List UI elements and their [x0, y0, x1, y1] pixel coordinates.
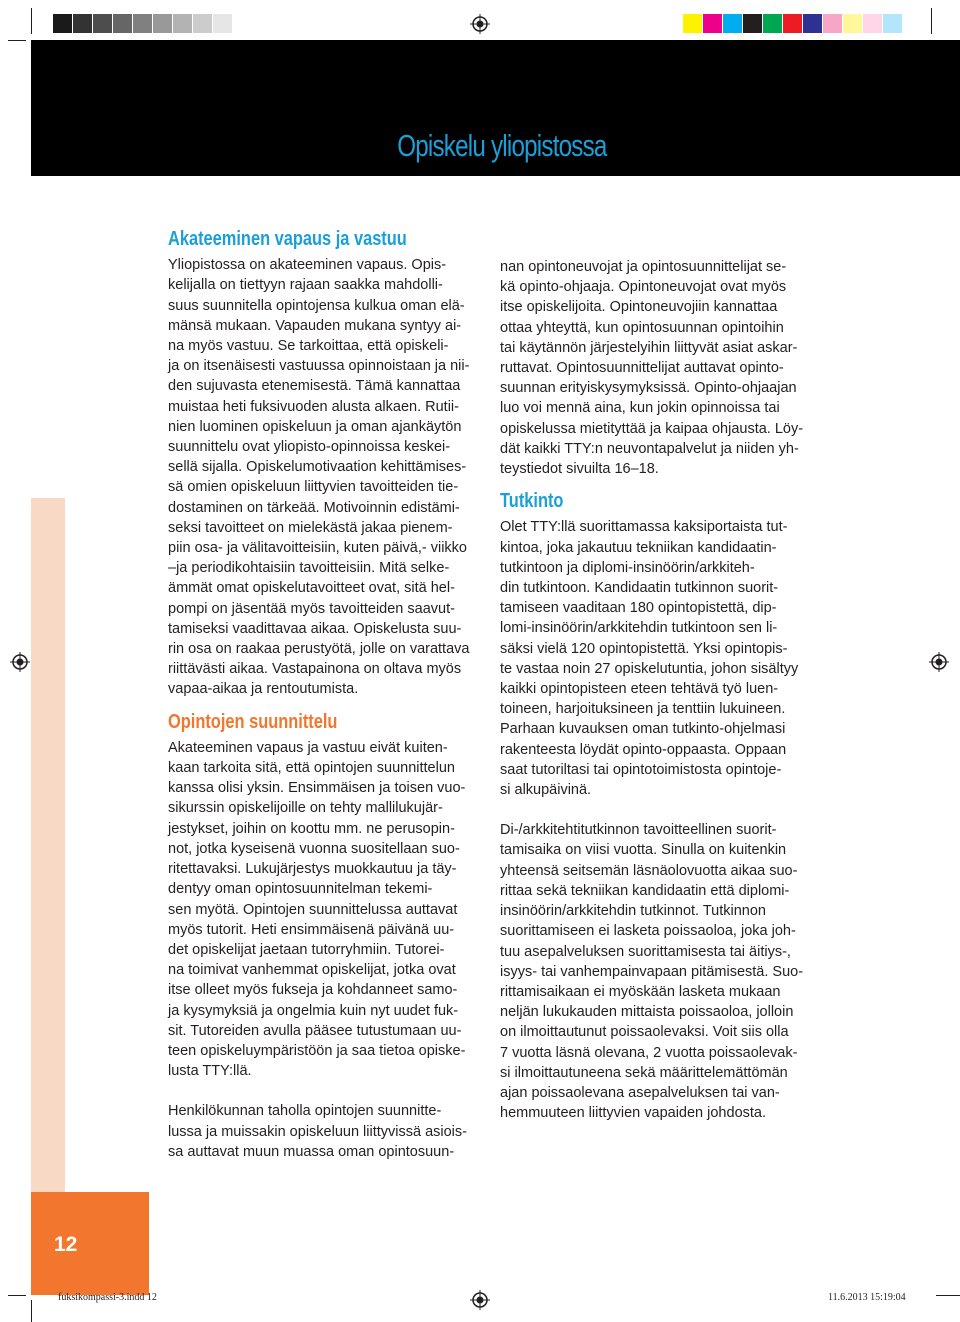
color-swatch	[703, 14, 722, 33]
side-color-bar	[31, 498, 65, 1295]
footer-file-info: fuksikompassi-3.indd 12	[58, 1292, 157, 1303]
crop-mark	[936, 1295, 960, 1296]
color-swatch	[843, 14, 862, 33]
gray-swatch	[93, 14, 112, 33]
color-swatch	[863, 14, 882, 33]
color-swatch	[743, 14, 762, 33]
crop-mark	[931, 8, 932, 34]
gray-swatch	[173, 14, 192, 33]
registration-mark-icon	[929, 652, 949, 672]
gray-swatch	[53, 14, 72, 33]
gray-swatch	[193, 14, 212, 33]
left-column	[168, 229, 493, 1162]
paragraph-duration: Di-/arkkitehtitutkinnon tavoitteellinen suorit- tamisaika on viisi vuotta. Sinulla on kuitenkin yhteensä seitsemän läsnäolovuotta aikaa suo- rittaa sekä tekniikan kandidaatin että diplomi- insinöörin/arkkitehdin tutkinnot. Tutkinnon suorittamiseen ei lasketa poissaoloa, joka joh- tuu asepalveluksen suorittamisesta tai äitiys-, isyys- tai vanhempainvapaan pitämisestä. Suo- rittamisaikaan ei myöskään lasketa mukaan neljän lukukauden mittaista poissaoloa, jolloin on ilmoittautunut poissaolevaksi. Voit siis olla 7 vuotta läsnä olevana, 2 vuotta poissaolevak- si ilmoittautuneena sekä määrittelemättömän ajan poissaolevana asepalveluksen tai van- hemmuuteen liittyvien vapaiden johdosta.	[500, 822, 804, 1122]
paragraph-freedom: Yliopistossa on akateeminen vapaus. Opis- kelijalla on tiettyyn rajaan saakka mahdolli- suus suunnitella opintojensa kulkua oman elä- mänsä mukaan. Vapauden mukana syntyy ai- na myös vastuu. Se tarkoittaa, että opiskeli- ja on itsenäisesti vastuussa opinnoistaan ja nii- den sujuvasta etenemisestä. Tämä kannattaa muistaa heti fuksivuoden alusta alkaen. Rutii- nien luominen opiskeluun ja oman ajankäytön suunnittelu ovat yliopisto-opinnoissa keskei- sellä sijalla. Opiskelumotivaation kehittämises- sä omien opiskeluun liittyvien tavoitteiden tie- dostaminen on tärkeää. Motivoinnin edistämi- seksi tavoitteet on mielekästä jakaa pienem- piin osa- ja välitavoitteisiin, kuten päivä,- viikko –ja periodikohtaisiin tavoitteisiin. Mitä selke- ämmät omat opiskelutavoitteet ovat, sitä hel- pompi on jäsentää myös tavoitteiden saavut- tamiseksi vaadittavaa aikaa. Opiskelusta suu- rin osa on raakaa perustyötä, jolle on varattava riittävästi aikaa. Vastapainona on oltava myös vapaa-aikaa ja rentoutumista.	[168, 257, 470, 698]
right-column	[500, 257, 820, 1123]
crop-mark	[31, 1300, 32, 1322]
paragraph-staff: Henkilökunnan taholla opintojen suunnitte- lussa ja muissakin opiskeluun liittyvissä asiois- sa auttavat muun muassa oman opintosuun-	[168, 1103, 467, 1160]
color-swatch	[803, 14, 822, 33]
registration-mark-icon	[470, 1290, 490, 1310]
color-swatch	[723, 14, 742, 33]
registration-mark-icon	[470, 14, 490, 34]
paragraph-degree: Olet TTY:llä suorittamassa kaksiportaista tut- kintoa, joka jakautuu tekniikan kandidaatin- tutkintoon ja diplomi-insinöörin/arkkiteh- din tutkintoon. Kandidaatin tutkinnon suorit- tamiseen vaaditaan 180 opintopistettä, dip- lomi-insinöörin/arkkitehdin tutkintoon sen li- säksi vielä 120 opintopistettä. Yksi opintopis- te vastaa noin 27 opiskelutuntia, johon sisältyy kaikki opintopisteen eteen tehtävä työ luen- toineen, harjoituksineen ja tenttiin lukuineen. Parhaan kuvauksen oman tutkinto-ohjelmasi rakenteesta löydät opinto-oppaasta. Oppaan saat tutoriltasi tai opintotoimistosta opintoje- si alkupäivinä.	[500, 519, 799, 799]
crop-mark	[8, 40, 26, 41]
paragraph-advisors: nan opintoneuvojat ja opintosuunnittelijat se- kä opinto-ohjaaja. Opintoneuvojat ovat myös itse opiskelijoita. Opintoneuvojiin kannattaa ottaa yhteyttä, kun opintosuunnan opintoihin tai käytännön järjestelyihin liittyvät asiat askar- ruttavat. Opintosuunnittelijat auttavat opinto- suunnan erityiskysymyksissä. Opinto-ohjaajan luo voi mennä aina, kun jokin opinnoissa tai opiskelussa mietityttää ja kaipaa ohjausta. Löy- dät kaikki TTY:n neuvontapalvelut ja niiden yh- teystiedot sivuilta 16–18.	[500, 259, 804, 478]
section-heading-freedom: Akateeminen vapaus ja vastuu	[168, 228, 407, 250]
section-heading-planning: Opintojen suunnittelu	[168, 710, 338, 733]
gray-swatch	[73, 14, 92, 33]
crop-mark	[8, 1295, 26, 1296]
section-heading-degree: Tutkinto	[500, 490, 564, 513]
gray-swatch	[133, 14, 152, 33]
color-swatch	[783, 14, 802, 33]
gray-swatch	[153, 14, 172, 33]
page-number-box	[31, 1192, 149, 1295]
paragraph-planning: Akateeminen vapaus ja vastuu eivät kuiten- kaan tarkoita sitä, että opintojen suunnittelun kanssa olisi yksin. Ensimmäisen ja toisen vuo- sikurssin opiskelijoille on tehty mallilukujär- jestykset, joihin on koottu mm. ne perusopin- not, jotka kyseisenä vuonna suositellaan suo- ritettavaksi. Lukujärjestys muokkautuu ja täy- dentyy oman opintosuunnitelman tekemi- sen myötä. Opintojen suunnittelussa auttavat myös tutorit. Heti ensimmäisenä päivänä uu- det opiskelijat jaetaan tutorryhmiin. Tutorei- na toimivat vanhemmat opiskelijat, jotka ovat itse olleet myös fukseja ja kohdanneet samo- ja kysymyksiä ja ongelmia kuin nyt uudet fuk- sit. Tutoreiden avulla pääsee tutustumaan uu- teen opiskeluympäristöön ja saa tietoa opiske- lusta TTY:llä.	[168, 739, 466, 1080]
color-swatch	[683, 14, 702, 33]
page-number: 12	[54, 1233, 78, 1256]
gray-swatch	[213, 14, 232, 33]
registration-mark-icon	[10, 652, 30, 672]
page-title: Opiskelu yliopistossa	[397, 128, 607, 163]
color-swatch	[883, 14, 902, 33]
color-swatch	[823, 14, 842, 33]
crop-mark	[31, 8, 32, 34]
gray-swatch	[113, 14, 132, 33]
footer-timestamp: 11.6.2013 15:19:04	[828, 1292, 906, 1303]
color-swatch	[763, 14, 782, 33]
